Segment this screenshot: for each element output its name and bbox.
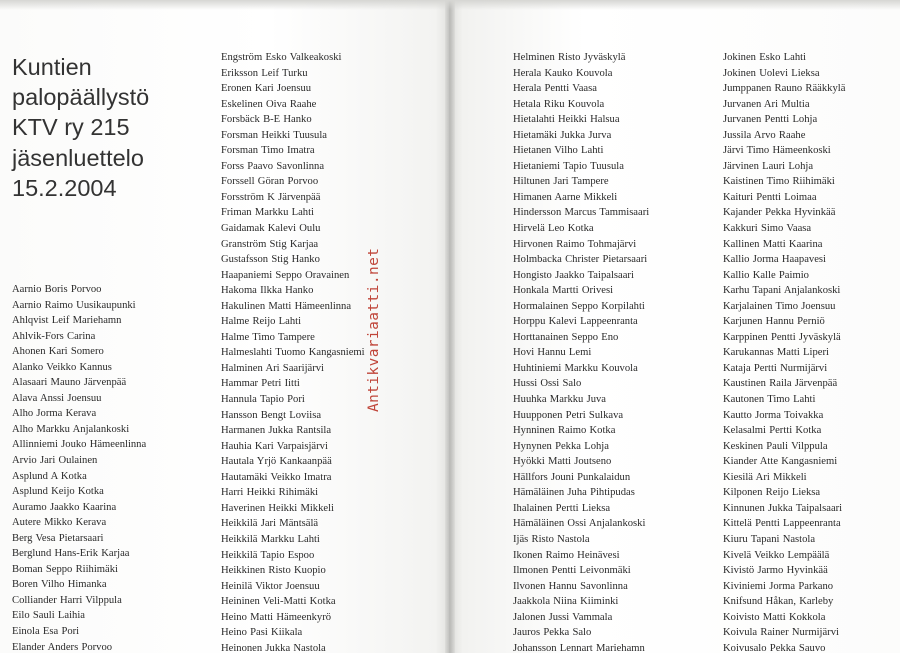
member-entry: Auramo Jaakko Kaarina bbox=[12, 501, 117, 513]
member-entry: Ahlqvist Leif Mariehamn bbox=[12, 315, 122, 327]
member-entry: Forsman Heikki Tuusula bbox=[221, 129, 327, 141]
member-list-column-1 bbox=[12, 282, 146, 655]
member-entry: Heino Matti Hämeenkyrö bbox=[221, 611, 332, 623]
member-entry: Eriksson Leif Turku bbox=[221, 67, 308, 79]
member-entry: Jurvanen Ari Multia bbox=[723, 98, 810, 110]
member-entry: Haapaniemi Seppo Oravainen bbox=[221, 269, 350, 281]
member-entry: Gaidamak Kalevi Oulu bbox=[221, 223, 321, 235]
member-entry: Kelasalmi Pertti Kotka bbox=[723, 425, 822, 437]
member-entry: Boman Seppo Riihimäki bbox=[12, 563, 118, 575]
member-entry: Ahlvik-Fors Carina bbox=[12, 330, 96, 342]
member-entry: Hiltunen Jari Tampere bbox=[513, 176, 609, 188]
member-entry: Forsman Timo Imatra bbox=[221, 145, 315, 157]
member-entry: Gustafsson Stig Hanko bbox=[221, 254, 320, 266]
page-title bbox=[12, 52, 212, 203]
member-entry: Kallio Jorma Haapavesi bbox=[723, 254, 826, 266]
member-entry: Hietalahti Heikki Halsua bbox=[513, 114, 620, 126]
member-entry: Kiesilä Ari Mikkeli bbox=[723, 471, 807, 483]
member-entry: Friman Markku Lahti bbox=[221, 207, 314, 219]
member-list-column-4 bbox=[723, 50, 845, 656]
member-entry: Honkala Martti Orivesi bbox=[513, 285, 614, 297]
member-entry: Heinilä Viktor Joensuu bbox=[221, 580, 320, 592]
member-entry: Ijäs Risto Nastola bbox=[513, 533, 590, 545]
member-entry: Eilo Sauli Laihia bbox=[12, 610, 85, 622]
member-entry: Hautala Yrjö Kankaanpää bbox=[221, 456, 332, 468]
member-entry: Harri Heikki Rihimäki bbox=[221, 487, 319, 499]
member-entry: Granström Stig Karjaa bbox=[221, 238, 319, 250]
member-entry: Hietamäki Jukka Jurva bbox=[513, 129, 612, 141]
member-entry: Aarnio Boris Porvoo bbox=[12, 284, 102, 295]
member-entry: Hämäläinen Ossi Anjalankoski bbox=[513, 518, 646, 530]
member-entry: Asplund A Kotka bbox=[12, 470, 87, 482]
member-entry: Heikkilä Markku Lahti bbox=[221, 533, 320, 545]
member-entry: Alanko Veikko Kannus bbox=[12, 361, 112, 373]
title-line: palopäällystö bbox=[12, 84, 150, 111]
member-entry: Järvi Timo Hämeenkoski bbox=[723, 145, 831, 157]
member-entry: Halme Reijo Lahti bbox=[221, 316, 302, 328]
title-line: jäsenluettelo bbox=[12, 144, 144, 171]
member-entry: Huhtiniemi Markku Kouvola bbox=[513, 362, 638, 374]
member-entry: Aarnio Raimo Uusikaupunki bbox=[12, 299, 136, 311]
member-entry: Kivistö Jarmo Hyvinkää bbox=[723, 565, 828, 577]
member-entry: Hietaniemi Tapio Tuusula bbox=[513, 160, 624, 172]
member-entry: Autere Mikko Kerava bbox=[12, 517, 107, 529]
page-top-edge bbox=[0, 0, 900, 10]
member-entry: Karjalainen Timo Joensuu bbox=[723, 300, 836, 312]
member-entry: Helminen Risto Jyväskylä bbox=[513, 52, 626, 63]
title-line: KTV ry 215 bbox=[12, 114, 130, 141]
member-entry: Hovi Hannu Lemi bbox=[513, 347, 592, 359]
member-entry: Eskelinen Oiva Raahe bbox=[221, 98, 317, 110]
member-entry: Horttanainen Seppo Eno bbox=[513, 331, 619, 343]
member-entry: Hämäläinen Juha Pihtipudas bbox=[513, 487, 635, 499]
member-entry: Kakkuri Simo Vaasa bbox=[723, 223, 812, 235]
member-entry: Kautonen Timo Lahti bbox=[723, 394, 816, 406]
member-entry: Engström Esko Valkeakoski bbox=[221, 52, 342, 63]
member-entry: Hannula Tapio Pori bbox=[221, 394, 305, 406]
member-entry: Johansson Lennart Mariehamn bbox=[513, 642, 645, 654]
member-entry: Alho Jorma Kerava bbox=[12, 408, 97, 420]
member-entry: Karhu Tapani Anjalankoski bbox=[723, 285, 841, 297]
member-entry: Jumppanen Rauno Rääkkylä bbox=[723, 83, 846, 95]
member-entry: Kinnunen Jukka Taipalsaari bbox=[723, 502, 843, 514]
member-entry: Holmbacka Christer Pietarsaari bbox=[513, 254, 648, 266]
member-entry: Heikkilä Tapio Espoo bbox=[221, 549, 315, 561]
member-entry: Berg Vesa Pietarsaari bbox=[12, 532, 104, 544]
member-entry: Ikonen Raimo Heinävesi bbox=[513, 549, 620, 561]
member-entry: Huuhka Markku Juva bbox=[513, 394, 606, 406]
member-entry: Jaakkola Niina Kiiminki bbox=[513, 596, 619, 608]
member-entry: Kaustinen Raila Järvenpää bbox=[723, 378, 838, 390]
member-entry: Forss Paavo Savonlinna bbox=[221, 160, 325, 172]
member-entry: Koivula Rainer Nurmijärvi bbox=[723, 627, 839, 639]
member-entry: Berglund Hans-Erik Karjaa bbox=[12, 548, 130, 560]
member-entry: Boren Vilho Himanka bbox=[12, 579, 107, 591]
member-entry: Kautto Jorma Toivakka bbox=[723, 409, 824, 421]
member-entry: Jokinen Uolevi Lieksa bbox=[723, 67, 820, 79]
member-list-column-3 bbox=[513, 50, 649, 656]
member-entry: Heininen Veli-Matti Kotka bbox=[221, 596, 336, 608]
member-entry: Heikkilä Jari Mäntsälä bbox=[221, 518, 319, 530]
member-entry: Asplund Keijo Kotka bbox=[12, 486, 104, 498]
member-entry: Huupponen Petri Sulkava bbox=[513, 409, 624, 421]
member-entry: Arvio Jari Oulainen bbox=[12, 455, 98, 467]
member-entry: Eronen Kari Joensuu bbox=[221, 83, 312, 95]
member-entry: Alho Markku Anjalankoski bbox=[12, 423, 130, 435]
book-gutter bbox=[445, 0, 455, 653]
member-entry: Karjunen Hannu Perniö bbox=[723, 316, 825, 328]
member-entry: Jalonen Jussi Vammala bbox=[513, 611, 613, 623]
member-list-column-2 bbox=[221, 50, 365, 656]
member-entry: Ilvonen Hannu Savonlinna bbox=[513, 580, 628, 592]
member-entry: Heinonen Jukka Nastola bbox=[221, 642, 326, 654]
member-entry: Allinniemi Jouko Hämeenlinna bbox=[12, 439, 147, 451]
member-entry: Jussila Arvo Raahe bbox=[723, 129, 806, 141]
member-entry: Koivisto Matti Kokkola bbox=[723, 611, 826, 623]
member-entry: Kaistinen Timo Riihimäki bbox=[723, 176, 835, 188]
member-entry: Hindersson Marcus Tammisaari bbox=[513, 207, 650, 219]
member-entry: Kajander Pekka Hyvinkää bbox=[723, 207, 836, 219]
member-entry: Koivusalo Pekka Sauvo bbox=[723, 642, 826, 654]
member-entry: Hautamäki Veikko Imatra bbox=[221, 471, 332, 483]
member-entry: Ilmonen Pentti Leivonmäki bbox=[513, 565, 631, 577]
member-entry: Kallinen Matti Kaarina bbox=[723, 238, 823, 250]
member-entry: Hynninen Raimo Kotka bbox=[513, 425, 616, 437]
member-entry: Kilponen Reijo Lieksa bbox=[723, 487, 821, 499]
member-entry: Hetala Riku Kouvola bbox=[513, 98, 605, 110]
member-entry: Forsström K Järvenpää bbox=[221, 191, 321, 203]
member-entry: Kivelä Veikko Lempäälä bbox=[723, 549, 830, 561]
member-entry: Harmanen Jukka Rantsila bbox=[221, 425, 332, 437]
member-entry: Kiander Atte Kangasniemi bbox=[723, 456, 838, 468]
member-entry: Forssell Göran Porvoo bbox=[221, 176, 319, 188]
member-entry: Kittelä Pentti Lappeenranta bbox=[723, 518, 841, 530]
watermark-stamp: Antikvariaatti.net bbox=[366, 247, 382, 412]
member-entry: Halme Timo Tampere bbox=[221, 331, 315, 343]
member-entry: Himanen Aarne Mikkeli bbox=[513, 191, 618, 203]
member-entry: Herala Kauko Kouvola bbox=[513, 67, 613, 79]
member-entry: Elander Anders Porvoo bbox=[12, 641, 113, 653]
member-entry: Hormalainen Seppo Korpilahti bbox=[513, 300, 645, 312]
member-entry: Hirvelä Leo Kotka bbox=[513, 223, 594, 235]
member-entry: Colliander Harri Vilppula bbox=[12, 594, 122, 606]
member-entry: Forsbäck B-E Hanko bbox=[221, 114, 312, 126]
title-line: Kuntien bbox=[12, 54, 92, 80]
member-entry: Hirvonen Raimo Tohmajärvi bbox=[513, 238, 637, 250]
member-entry: Hällfors Jouni Punkalaidun bbox=[513, 471, 631, 483]
member-entry: Kiviniemi Jorma Parkano bbox=[723, 580, 834, 592]
title-date: 15.2.2004 bbox=[12, 174, 117, 201]
member-entry: Halmeslahti Tuomo Kangasniemi bbox=[221, 347, 365, 359]
member-entry: Hakoma Ilkka Hanko bbox=[221, 285, 314, 297]
member-entry: Hauhia Kari Varpaisjärvi bbox=[221, 440, 328, 452]
member-entry: Hussi Ossi Salo bbox=[513, 378, 582, 390]
member-entry: Einola Esa Pori bbox=[12, 626, 80, 638]
member-entry: Ihalainen Pertti Lieksa bbox=[513, 502, 611, 514]
member-entry: Karppinen Pentti Jyväskylä bbox=[723, 331, 841, 343]
member-entry: Haverinen Heikki Mikkeli bbox=[221, 502, 334, 514]
member-entry: Alava Anssi Joensuu bbox=[12, 392, 102, 404]
member-entry: Jurvanen Pentti Lohja bbox=[723, 114, 818, 126]
member-entry: Jauros Pekka Salo bbox=[513, 627, 592, 639]
member-entry: Keskinen Pauli Vilppula bbox=[723, 440, 828, 452]
member-entry: Knifsund Håkan, Karleby bbox=[723, 596, 834, 608]
member-entry: Hyökki Matti Joutseno bbox=[513, 456, 612, 468]
member-entry: Horppu Kalevi Lappeenranta bbox=[513, 316, 638, 328]
member-entry: Järvinen Lauri Lohja bbox=[723, 160, 814, 172]
member-entry: Hynynen Pekka Lohja bbox=[513, 440, 609, 452]
member-entry: Hongisto Jaakko Taipalsaari bbox=[513, 269, 634, 281]
member-entry: Halminen Ari Saarijärvi bbox=[221, 362, 324, 374]
member-entry: Heikkinen Risto Kuopio bbox=[221, 565, 326, 577]
member-entry: Kallio Kalle Paimio bbox=[723, 269, 809, 281]
member-entry: Alasaari Mauno Järvenpää bbox=[12, 377, 127, 389]
member-entry: Kataja Pertti Nurmijärvi bbox=[723, 362, 828, 374]
member-entry: Herala Pentti Vaasa bbox=[513, 83, 597, 95]
member-entry: Hietanen Vilho Lahti bbox=[513, 145, 604, 157]
member-entry: Karukannas Matti Liperi bbox=[723, 347, 829, 359]
member-entry: Hakulinen Matti Hämeenlinna bbox=[221, 300, 352, 312]
member-entry: Ahonen Kari Somero bbox=[12, 346, 104, 358]
member-entry: Jokinen Esko Lahti bbox=[723, 52, 806, 63]
member-entry: Heino Pasi Kiikala bbox=[221, 627, 303, 639]
member-entry: Kaituri Pentti Loimaa bbox=[723, 191, 817, 203]
member-entry: Kiuru Tapani Nastola bbox=[723, 533, 816, 545]
member-entry: Hammar Petri Iitti bbox=[221, 378, 300, 390]
member-entry: Hansson Bengt Loviisa bbox=[221, 409, 322, 421]
